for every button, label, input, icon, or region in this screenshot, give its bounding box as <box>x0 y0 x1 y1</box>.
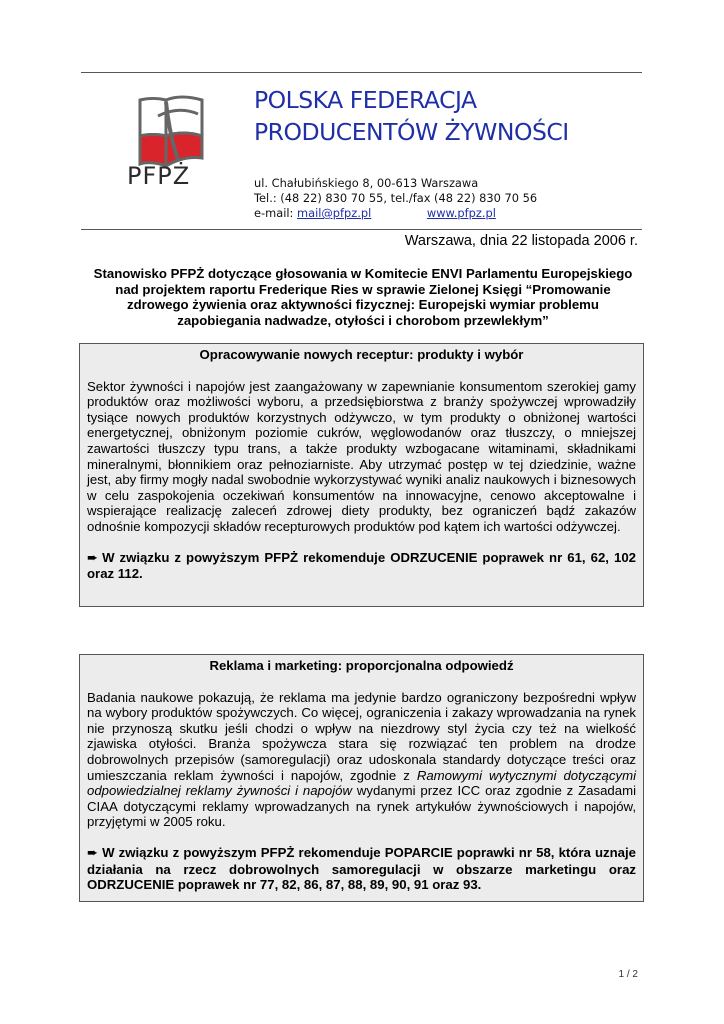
section-heading: Reklama i marketing: proporcjonalna odpowiedź <box>209 658 514 673</box>
website-link[interactable]: www.pfpz.pl <box>426 206 496 220</box>
recommendation <box>87 845 636 893</box>
street-address: ul. Chałubińskiego 8, 00-613 Warszawa <box>254 176 479 190</box>
section-body: Sektor żywności i napojów jest zaangażowany w zapewnianie konsumentom szerokiej gamy produktów oraz możliwości wyboru, a przedsiębiorstwa z branży spożywczej wprowadziły tysiące nowych produktów korzystnych odżywczo, w tym produkty o obniżonej wartości energetycznej, obniżonym poziomie cukrów, węglowodanów oraz tłuszczy, o mniejszej zawartości tłuszczy typu trans, a także produkty wzbogacane witaminami, składnikami mineralnymi, błonnikiem oraz pełnoziarniste. Aby utrzymać postęp w tej dziedzinie, ważne jest, aby firmy mogły nadal swobodnie wykorzystywać wyniki analiz naukowych i biznesowych w celu zaspokojenia oczekiwań konsumentów na innowacyjne, cenowo akceptowalne i wspierające realizację zaleceń zdrowej diety produkty, bez ograniczeń bądź zakazów odnośnie kompozycji składów recepturowych produktów pod kątem ich wartości odżywczej. <box>87 378 636 534</box>
org-name-line1: POLSKA FEDERACJA <box>254 86 477 114</box>
section-body <box>87 690 636 830</box>
email-link[interactable]: mail@pfpz.pl <box>297 206 372 220</box>
recommendation <box>87 550 636 582</box>
title-line: Stanowisko PFPŻ dotyczące głosowania w Komitecie ENVI Parlamentu Europejskiego <box>93 266 633 281</box>
recommendation-text: W związku z powyższym PFPŻ rekomenduje POPARCIE poprawki nr 58, która uznaje działania na rzecz dobrowolnych samoregulacji w obszarze marketingu oraz ODRZUCENIE poprawek nr 77, 82, 86, 87, 88, 89, 90, 91 oraz 93. <box>87 844 636 893</box>
phone-line: Tel.: (48 22) 830 70 55, tel./fax (48 22) 830 70 56 <box>254 191 538 205</box>
recommendation-text: W związku z powyższym PFPŻ rekomenduje ODRZUCENIE poprawek nr 61, 62, 102 oraz 112. <box>87 549 636 582</box>
document-date: Warszawa, dnia 22 listopada 2006 r. <box>404 233 638 249</box>
document-title <box>86 266 640 328</box>
organization-name <box>254 84 569 148</box>
logo-wordmark: PFPŻ <box>127 162 191 190</box>
email-web-line <box>254 206 537 221</box>
body-text: wydanymi przez ICC oraz zgodnie z Zasadami CIAA dotyczącymi reklamy wprowadzanych na rynek artykułów żywnościowych i napojów, przyjętymi w 2005 roku. <box>87 783 636 830</box>
title-line: zdrowego żywienia oraz aktywności fizycznej: Europejski wymiar problemu <box>127 297 599 313</box>
arrow-right-icon: ➨ <box>87 845 99 861</box>
header-top-rule <box>81 72 642 73</box>
section-heading: Opracowywanie nowych receptur: produkty i wybór <box>199 347 524 362</box>
body-italic-text: Ramowymi wytycznymi dotyczącymi odpowiedzialnej reklamy żywności i napojów <box>87 767 636 799</box>
section-reformulation <box>79 343 644 607</box>
email-label: e-mail: <box>254 206 294 220</box>
page-number: 1 / 2 <box>618 969 638 980</box>
header-bottom-rule <box>81 229 642 230</box>
org-name-line2: PRODUCENTÓW ŻYWNOŚCI <box>254 118 569 146</box>
body-text: Badania naukowe pokazują, że reklama ma jedynie bardzo ograniczony bezpośredni wpływ na wybory produktów spożywczych. Co więcej, ograniczenia i zakazy wprowadzania na rynek nie przynoszą skutku jeśli chodzi o wpływ na niezdrowy styl życia czy też na wielkość zjawiska otyłości. Branża spożywcza stara się rozwiązać ten problem na drodze dobrowolnych przepisów (samoregulacji) oraz udoskonala standardy dotyczące treści oraz umieszczania reklam żywności i napojów, zgodnie z <box>87 689 636 783</box>
title-line: nad projektem raportu Frederique Ries w sprawie Zielonej Księgi “Promowanie <box>115 281 611 297</box>
section-advertising <box>79 654 644 902</box>
title-line: zapobiegania nadwadze, otyłości i chorobom przewlekłym” <box>177 312 549 328</box>
arrow-right-icon: ➨ <box>87 550 99 566</box>
contact-block <box>254 176 537 221</box>
